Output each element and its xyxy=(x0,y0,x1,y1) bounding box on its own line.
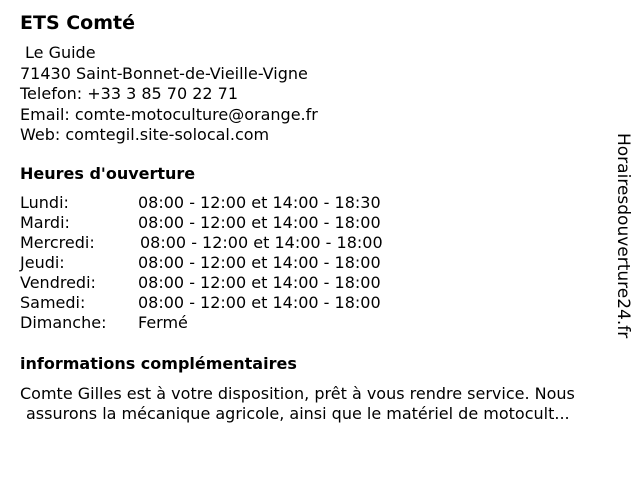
hours-row-sunday xyxy=(20,313,440,333)
time-value: 08:00 - 12:00 et 14:00 - 18:00 xyxy=(138,213,381,232)
additional-info-text xyxy=(20,384,630,424)
opening-hours-heading: Heures d'ouverture xyxy=(20,164,196,183)
day-label: Mercredi: xyxy=(20,233,95,252)
address-city: 71430 Saint-Bonnet-de-Vieille-Vigne xyxy=(20,63,308,83)
time-value: 08:00 - 12:00 et 14:00 - 18:00 xyxy=(138,253,381,272)
day-label: Jeudi: xyxy=(20,253,65,272)
email-line: Email: comte-motoculture@orange.fr xyxy=(20,104,318,124)
info-text-line: assurons la mécanique agricole, ainsi que le matériel de motocult... xyxy=(26,404,570,423)
address-street: Le Guide xyxy=(25,43,96,62)
hours-row-tuesday xyxy=(20,213,440,233)
day-label: Vendredi: xyxy=(20,273,96,292)
web-line: Web: comtegil.site-solocal.com xyxy=(20,125,270,144)
info-text-line: Comte Gilles est à votre disposition, prêt à vous rendre service. Nous xyxy=(20,384,575,403)
time-value: 08:00 - 12:00 et 14:00 - 18:00 xyxy=(138,273,381,292)
contact-block xyxy=(20,43,318,146)
hours-row-wednesday xyxy=(20,233,440,253)
day-label: Dimanche: xyxy=(20,313,107,332)
phone-line: Telefon: +33 3 85 70 22 71 xyxy=(20,84,239,103)
additional-info-heading: informations complémentaires xyxy=(20,354,297,373)
watermark-text: Horairesdouverture24.fr xyxy=(613,133,633,339)
day-label: Lundi: xyxy=(20,193,69,212)
hours-row-saturday xyxy=(20,293,440,313)
time-value: 08:00 - 12:00 et 14:00 - 18:30 xyxy=(138,193,381,212)
day-label: Mardi: xyxy=(20,213,70,232)
hours-row-friday xyxy=(20,273,440,293)
time-value: 08:00 - 12:00 et 14:00 - 18:00 xyxy=(140,233,383,252)
hours-row-thursday xyxy=(20,253,440,273)
opening-hours-table xyxy=(20,193,440,333)
hours-row-monday xyxy=(20,193,440,213)
time-value: Fermé xyxy=(138,313,188,332)
business-name: ETS Comté xyxy=(20,12,136,34)
time-value: 08:00 - 12:00 et 14:00 - 18:00 xyxy=(138,293,381,312)
watermark xyxy=(612,133,634,345)
day-label: Samedi: xyxy=(20,293,86,312)
